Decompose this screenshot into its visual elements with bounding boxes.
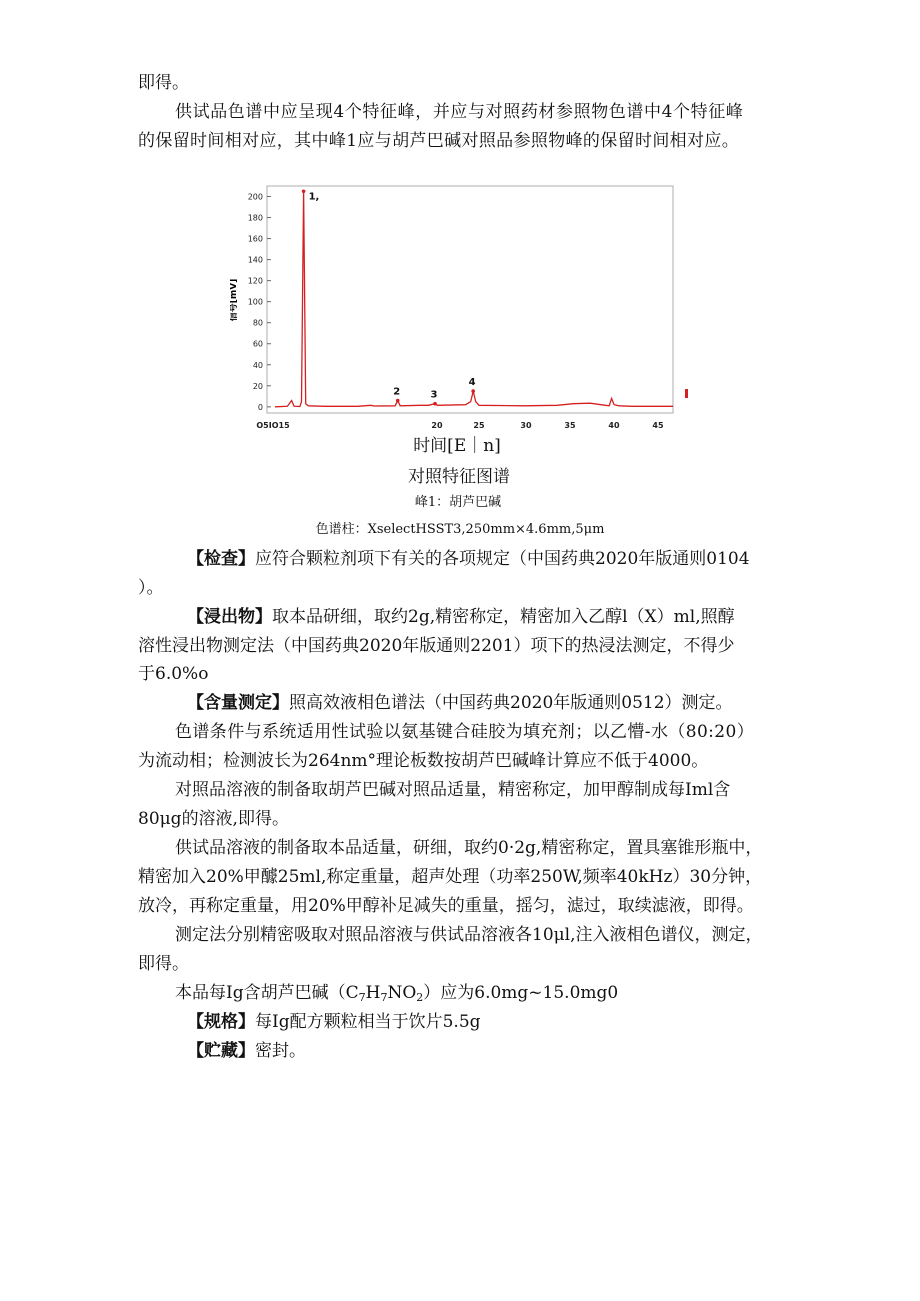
text-line: 供试品色谱中应呈现4个特征峰，并应与对照药材参照物色谱中4个特征峰 — [175, 102, 744, 122]
section-spec — [187, 1011, 481, 1033]
x-tick-label: 40 — [608, 421, 620, 430]
text-line: 色谱条件与系统适用性试验以氨基键合硅胶为填充剂；以乙懵-水（80:20） — [175, 722, 755, 742]
figure-note-peak: 峰1：胡芦巴碱 — [414, 495, 502, 510]
formula-part: 本品每Ig含胡芦巴碱（C — [175, 983, 359, 1003]
section-heading: 【检查】 — [187, 549, 255, 569]
content-requirement — [175, 982, 618, 1004]
text-line: 于6.0%o — [138, 664, 209, 684]
y-tick-label: 80 — [252, 318, 263, 328]
x-tick-label: 45 — [652, 421, 664, 430]
y-tick-label: 20 — [252, 381, 263, 391]
text-line: 80μg的溶液,即得。 — [138, 809, 289, 829]
section-text: 取本品研细，取约2g,精密称定，精密加入乙醇l（X）ml,照醇 — [272, 607, 735, 627]
y-tick-label: 120 — [247, 276, 263, 286]
peak-marker — [471, 389, 475, 393]
formula-part: NO — [387, 983, 417, 1003]
peak-label: 4 — [468, 377, 476, 389]
x-axis-caption: 时间[E｜n] — [413, 436, 501, 456]
y-tick-label: 60 — [252, 339, 263, 349]
text-line: 测定法分别精密吸取对照品溶液与供试品溶液各10μl,注入液相色谱仪，测定， — [175, 925, 763, 945]
y-axis-label: 信号[mV] — [230, 278, 239, 322]
y-tick-label: 160 — [247, 234, 263, 244]
y-tick-label: 100 — [247, 297, 263, 307]
formula-subscript: 7 — [358, 991, 366, 1004]
peak-label: 1, — [308, 191, 320, 203]
section-text: 照高效液相色谱法（中国药典2020年版通则0512）测定。 — [289, 693, 733, 713]
peak-marker — [396, 399, 400, 403]
text-line: ）。 — [138, 578, 164, 598]
text-line: 溶性浸出物测定法（中国药典2020年版通则2201）项下的热浸法测定，不得少 — [138, 636, 735, 656]
x-tick-label: 35 — [564, 421, 576, 430]
formula-subscript: 7 — [380, 991, 388, 1004]
peak-label: 2 — [393, 386, 401, 398]
section-storage — [187, 1040, 306, 1062]
x-tick-label: O5IO15 — [256, 421, 290, 430]
peak-marker — [433, 402, 437, 406]
section-heading: 【贮藏】 — [187, 1041, 255, 1061]
figure-caption: 对照特征图谱 — [408, 467, 510, 487]
y-tick-label: 200 — [247, 192, 263, 202]
section-text: 密封。 — [255, 1041, 306, 1061]
formula-part: ）应为6.0mg~15.0mg0 — [423, 983, 619, 1003]
text-line: 为流动相；检测波长为264nm°理论板数按胡芦巴碱峰计算应不低于4000。 — [138, 751, 709, 771]
figure-note-column: 色谱柱：XselectHSST3,250mm×4.6mm,5μm — [315, 522, 605, 537]
x-tick-label: 25 — [473, 421, 485, 430]
section-heading: 【规格】 — [187, 1012, 255, 1032]
text-line: 即得。 — [138, 73, 189, 93]
x-tick-label: 20 — [431, 421, 443, 430]
y-tick-label: 40 — [252, 360, 263, 370]
x-tick-label: 30 — [520, 421, 532, 430]
peak-label: 3 — [430, 389, 438, 401]
text-line: 对照品溶液的制备取胡芦巴碱对照品适量，精密称定，加甲醇制成每Iml含 — [175, 780, 731, 800]
text-line: 供试品溶液的制备取本品适量，研细，取约0·2g,精密称定，置具塞锥形瓶中， — [175, 838, 763, 858]
formula-part: H — [365, 983, 381, 1003]
section-heading: 【含量测定】 — [187, 693, 289, 713]
y-tick-label: 180 — [247, 213, 263, 223]
chromatogram-chart — [230, 178, 700, 433]
section-text: 每Ig配方颗粒相当于饮片5.5g — [255, 1012, 481, 1032]
text-line: 放冷，再称定重量，用20%甲醇补足减失的重量，摇匀，滤过，取续滤液，即得。 — [138, 896, 754, 916]
y-tick-label: 140 — [247, 255, 263, 265]
section-check — [187, 548, 750, 570]
section-extract — [187, 606, 735, 628]
section-assay — [187, 692, 733, 714]
peak-marker — [302, 189, 306, 193]
section-heading: 【浸出物】 — [187, 607, 272, 627]
y-tick-label: 0 — [257, 402, 263, 412]
section-text: 应符合颗粒剂项下有关的各项规定（中国药典2020年版通则0104 — [255, 549, 750, 569]
text-line: 精密加入20%甲醵25ml,称定重量，超声处理（功率250W,频率40kHz）30分钟， — [138, 867, 763, 887]
text-line: 的保留时间相对应，其中峰1应与胡芦巴碱对照品参照物峰的保留时间相对应。 — [138, 131, 740, 151]
text-line: 即得。 — [138, 954, 189, 974]
formula-subscript: 2 — [416, 991, 424, 1004]
chromatogram-figure — [230, 178, 700, 437]
edge-marker — [685, 389, 688, 398]
